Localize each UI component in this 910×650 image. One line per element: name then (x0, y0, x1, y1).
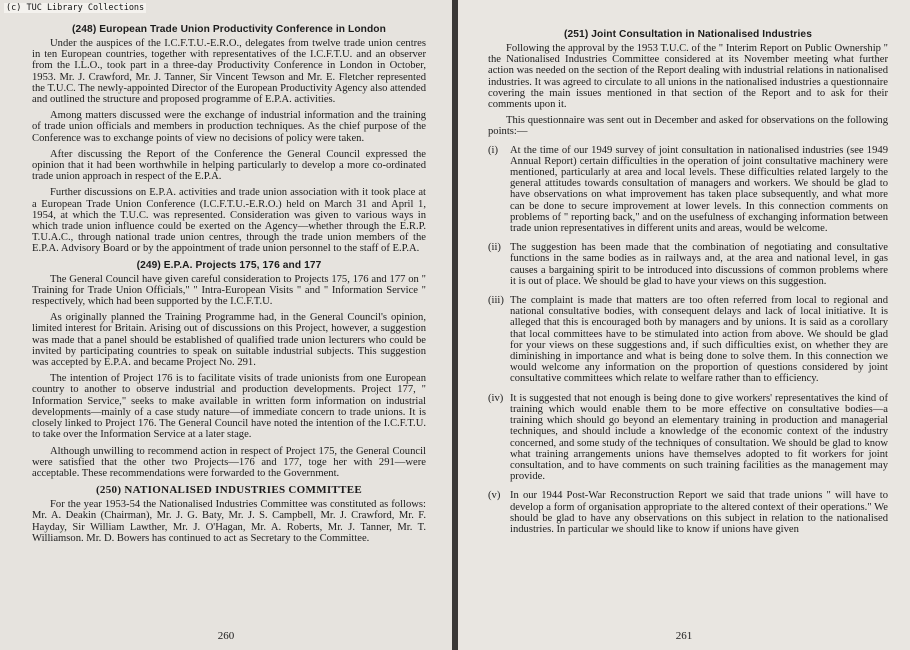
collection-watermark: (c) TUC Library Collections (6, 3, 145, 13)
paragraph: This questionnaire was sent out in December and asked for observations on the following points:— (488, 115, 888, 138)
paragraph: Although unwilling to recommend action in respect of Project 175, the General Council were satisfied that the other two Projects—176 and 177, toge her with 291—were acceptable. These recommendations were forwarded to the Government. (32, 445, 426, 479)
section-heading: (251) Joint Consultation in Nationalised Industries (564, 29, 812, 40)
list-item-text: The complaint is made that matters are too often referred from local to regional and national consultative bodies, with consequent delays and lack of local initiative. It is alleged that this is encouraged both by managers and by unions. It is said as a corollary that local committees have to be stimulated into action from above. We should be glad for your views on these suggestions and, if such difficulties exist, on whether they are diminishing in importance and what is being done to solve them. In this connection we would welcome any information on the proportion of questions considered by joint consultative committees which relate to welfare rather than to efficiency. (510, 295, 888, 385)
section-heading: (249) E.P.A. Projects 175, 176 and 177 (136, 259, 322, 271)
list-item-number: (v) (488, 490, 501, 502)
list-item (488, 242, 888, 287)
paragraph: Under the auspices of the I.C.F.T.U.-E.R.O., delegates from twelve trade union centres in ten European countries, together with representatives of the I.C.F.T.U. and an observer from the I.L.O., took part in a three-day Productivity Conference in London in October, 1953. Mr. J. Crawford, Mr. J. Tanner, Sir Vincent Tewson and Mr. E. Fletcher represented the T.U.C. The newly-appointed Director of the European Productivity Agency also attended and outlined the structure and proposed programme of E.P.A. activities. (32, 38, 426, 106)
section-251 (488, 29, 888, 535)
list-item-number: (ii) (488, 242, 501, 254)
questionnaire-list (488, 145, 888, 536)
right-page (458, 0, 910, 650)
paragraph: For the year 1953-54 the Nationalised Industries Committee was constituted as follows: Mr. A. Deakin (Chairman), Mr. J. G. Baty, Mr. J. S. Campbell, Mr. J. Crawford, Mr. F. Hayday, Sir William Lawther, Mr. J. O'Hagan, Mr. A. Roberts, Mr. J. Tanner, Mr. T. Williamson. Mr. D. Bowers has continued to act as Secretary to the Committee. (32, 499, 426, 544)
list-item-number: (i) (488, 144, 498, 156)
section-248 (32, 24, 426, 255)
section-heading: (248) European Trade Union Productivity Conference in London (72, 24, 386, 35)
list-item (488, 490, 888, 535)
list-item-number: (iii) (488, 295, 504, 307)
list-item-text: At the time of our 1949 survey of joint consultation in nationalised industries (see 1949 Annual Report) certain difficulties in the operation of joint consultative machinery were mentioned, particularly at area and local levels. These difficulties related largely to the general attitudes towards consultation of managers and workers. We should be glad to have observations on what improvement has taken place subsequently, and what more can be done to secure improvement at lower levels. In this connection comments on problems of " reporting back," and on the usefulness of exchanging information between trade union representatives in different units and areas, would be welcome. (510, 144, 888, 235)
paragraph: Further discussions on E.P.A. activities and trade union association with it took place at a European Trade Union Conference (I.C.F.T.U.-E.R.O.) held on March 31 and April 1, 1954, at which the T.U.C. was represented. Consideration was given to various ways in which trade union influence could be exerted on the Agency—whether through the E.R.P. T.U.A.C., through national trade union centres, through the trade union members of the E.P.A. Advisory Board or by the appointment of trade union personnel to the staff of E.P.A. (32, 187, 426, 255)
page-number: 260 (217, 630, 235, 642)
paragraph: As originally planned the Training Programme had, in the General Council's opinion, limited interest for Britain. Arising out of discussions on this Project, however, a suggestion was made that a panel should be established of qualified trade union lecturers who could be invited by participating countries to speak on suitable industrial subjects. This suggestion was accepted by E.P.A. and became Project No. 291. (32, 312, 426, 369)
list-item (488, 295, 888, 385)
section-250 (32, 484, 426, 544)
left-page (0, 0, 452, 650)
paragraph: Among matters discussed were the exchange of industrial information and the training of trade union officials and members in production techniques. As the chief purpose of the Conference was to exchange points of view no decisions of policy were taken. (32, 110, 426, 144)
paragraph: The intention of Project 176 is to facilitate visits of trade unionists from one European country to another to observe industrial and production developments. Project 177, " Information Service," seeks to make available in written form information on industrial developments—mainly of a case study nature—of immediate concern to trade unions. It is closely linked to Project 176. The General Council have noted the intention of the I.C.F.T.U. to take over the Information Service at a later stage. (32, 373, 426, 441)
list-item-text: It is suggested that not enough is being done to give workers' representatives the kind of training which would enable them to be more effective on consultative bodies—a training which should go beyond an elementary training in production and managerial techniques, and should include a knowledge of the economic context of the industry concerned, and some study of the techniques of consultation. We should be glad to know what training arrangements unions have themselves adopted to fit workers for joint consultation, and to have comments on such training facilities as the management may provide. (510, 392, 888, 483)
section-249 (32, 260, 426, 479)
list-item (488, 145, 888, 235)
paragraph: Following the approval by the 1953 T.U.C. of the " Interim Report on Public Ownership " the Nationalised Industries Committee considered at its November meeting what further action was needed on the section of the Report dealing with industrial relations in nationalised industries. It was agreed to circulate to all unions in the nationalised industries a questionnaire covering the main issues mentioned in that section of the Report and to ask for their comments upon it. (488, 43, 888, 111)
list-item-number: (iv) (488, 392, 504, 404)
list-item (488, 393, 888, 483)
paragraph: The General Council have given careful consideration to Projects 175, 176 and 177 on " Training for Trade Union Officials," " Intra-European Visits " and " Information Service " respectively, which had been supported by the I.C.F.T.U. (32, 273, 426, 308)
paragraph: After discussing the Report of the Conference the General Council expressed the opinion that it had been worthwhile in helping particularly to develop a more co-ordinated trade union approach in respect of the E.P.A. (32, 148, 426, 183)
section-heading: (250) NATIONALISED INDUSTRIES COMMITTEE (95, 484, 363, 497)
list-item-text: In our 1944 Post-War Reconstruction Report we said that trade unions " will have to develop a form of organisation appropriate to the altered context of their operations." We should be glad to have any observations on this subject in relation to the nationalised industries. In particular we should like to know if unions have given (510, 490, 888, 535)
page-number: 261 (675, 630, 693, 642)
list-item-text: The suggestion has been made that the combination of negotiating and consultative functions in the same bodies as in railways and, at the area and national level, in gas causes a bargaining spirit to be introduced into discussions of common problems where it is out of place. We should be glad to have your views on this suggestion. (510, 242, 888, 287)
